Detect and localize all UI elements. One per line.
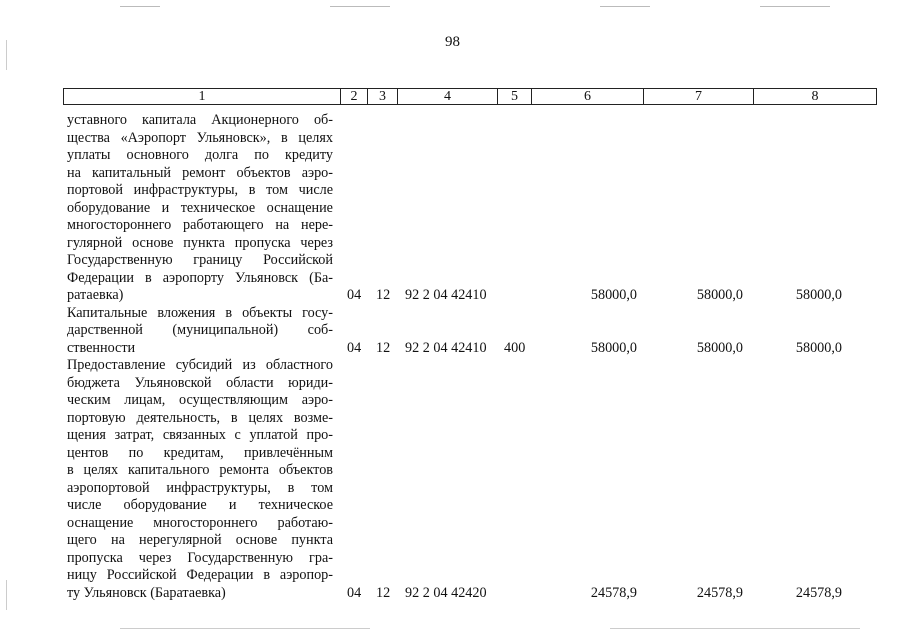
column-header-6: 6 [532, 89, 644, 105]
cell-col-6: 58000,0 [590, 339, 637, 356]
scan-speck [120, 6, 160, 7]
cell-col-8: 58000,0 [795, 287, 842, 303]
row-description [67, 305, 333, 358]
column-header-3: 3 [368, 89, 398, 105]
cell-col-6: 58000,0 [590, 287, 637, 303]
cell-col-7: 58000,0 [696, 339, 743, 356]
description-line: портовую деятельность, в целях возме- [67, 409, 333, 426]
cell-col-6: 24578,9 [590, 584, 637, 601]
scan-speck [6, 40, 7, 70]
description-line: гулярной основе пункта пропуска через [67, 234, 333, 251]
scan-speck [330, 6, 390, 7]
description-line: ницу Российской Федерации в аэропор- [67, 567, 333, 583]
column-header-1: 1 [64, 89, 341, 105]
cell-col-5: 400 [504, 339, 526, 356]
column-header-2: 2 [341, 89, 368, 105]
description-line: оснащение многостороннего работаю- [67, 514, 333, 531]
scan-speck [760, 6, 830, 7]
cell-col-4: 92 2 04 42410 [405, 339, 487, 356]
description-line: щества «Аэропорт Ульяновск», в целях [67, 129, 333, 146]
cell-col-3: 12 [376, 287, 391, 303]
description-line: Федерации в аэропорту Ульяновск (Ба- [67, 269, 333, 286]
description-line: дарственной (муниципальной) соб- [67, 322, 333, 338]
scan-speck [6, 580, 7, 610]
scan-speck [610, 628, 860, 629]
description-line: ческим лицам, осуществляющим аэро- [67, 392, 333, 408]
description-line: уплаты основного долга по кредиту [67, 147, 333, 163]
cell-col-2: 04 [347, 339, 362, 356]
description-line: Государственную границу Российской [67, 252, 333, 268]
description-line: на капитальный ремонт объектов аэро- [67, 164, 333, 181]
description-line: щения затрат, связанных с уплатой про- [67, 427, 333, 443]
description-line: аэропортовой инфраструктуры, в том [67, 479, 333, 496]
row-description [67, 112, 333, 305]
description-line: в целях капитального ремонта объектов [67, 462, 333, 478]
description-line: Предоставление субсидий из областного [67, 357, 333, 373]
cell-col-7: 58000,0 [696, 287, 743, 303]
description-line: ственности [67, 339, 136, 356]
cell-col-8: 24578,9 [795, 584, 842, 601]
scan-speck [600, 6, 650, 7]
cell-col-2: 04 [347, 287, 362, 303]
description-line: уставного капитала Акционерного об- [67, 112, 333, 128]
description-line: оборудование и техническое оснащение [67, 199, 333, 216]
cell-col-4: 92 2 04 42420 [405, 584, 487, 601]
description-line: центов по кредитам, привлечённым [67, 444, 333, 461]
description-line: ратаевка) [67, 287, 124, 303]
column-header-5: 5 [498, 89, 532, 105]
column-header-4: 4 [398, 89, 498, 105]
description-line: бюджета Ульяновской области юриди- [67, 374, 333, 391]
description-line: пропуска через Государственную гра- [67, 549, 333, 566]
cell-col-3: 12 [376, 584, 391, 601]
page-number: 98 [445, 34, 460, 50]
scan-speck [120, 628, 370, 629]
cell-col-8: 58000,0 [795, 339, 842, 356]
cell-col-4: 92 2 04 42410 [405, 287, 487, 303]
description-line: портовой инфраструктуры, в том числе [67, 182, 333, 198]
description-line: ту Ульяновск (Баратаевка) [67, 584, 226, 601]
description-line: числе оборудование и техническое [67, 497, 333, 513]
cell-col-2: 04 [347, 584, 362, 601]
description-line: щего на нерегулярной основе пункта [67, 532, 333, 548]
cell-col-7: 24578,9 [696, 584, 743, 601]
cell-col-3: 12 [376, 339, 391, 356]
description-line: Капитальные вложения в объекты госу- [67, 304, 333, 321]
column-header-7: 7 [644, 89, 754, 105]
description-line: многостороннего работающего на нере- [67, 217, 333, 233]
column-header-8: 8 [754, 89, 877, 105]
row-description [67, 357, 333, 602]
